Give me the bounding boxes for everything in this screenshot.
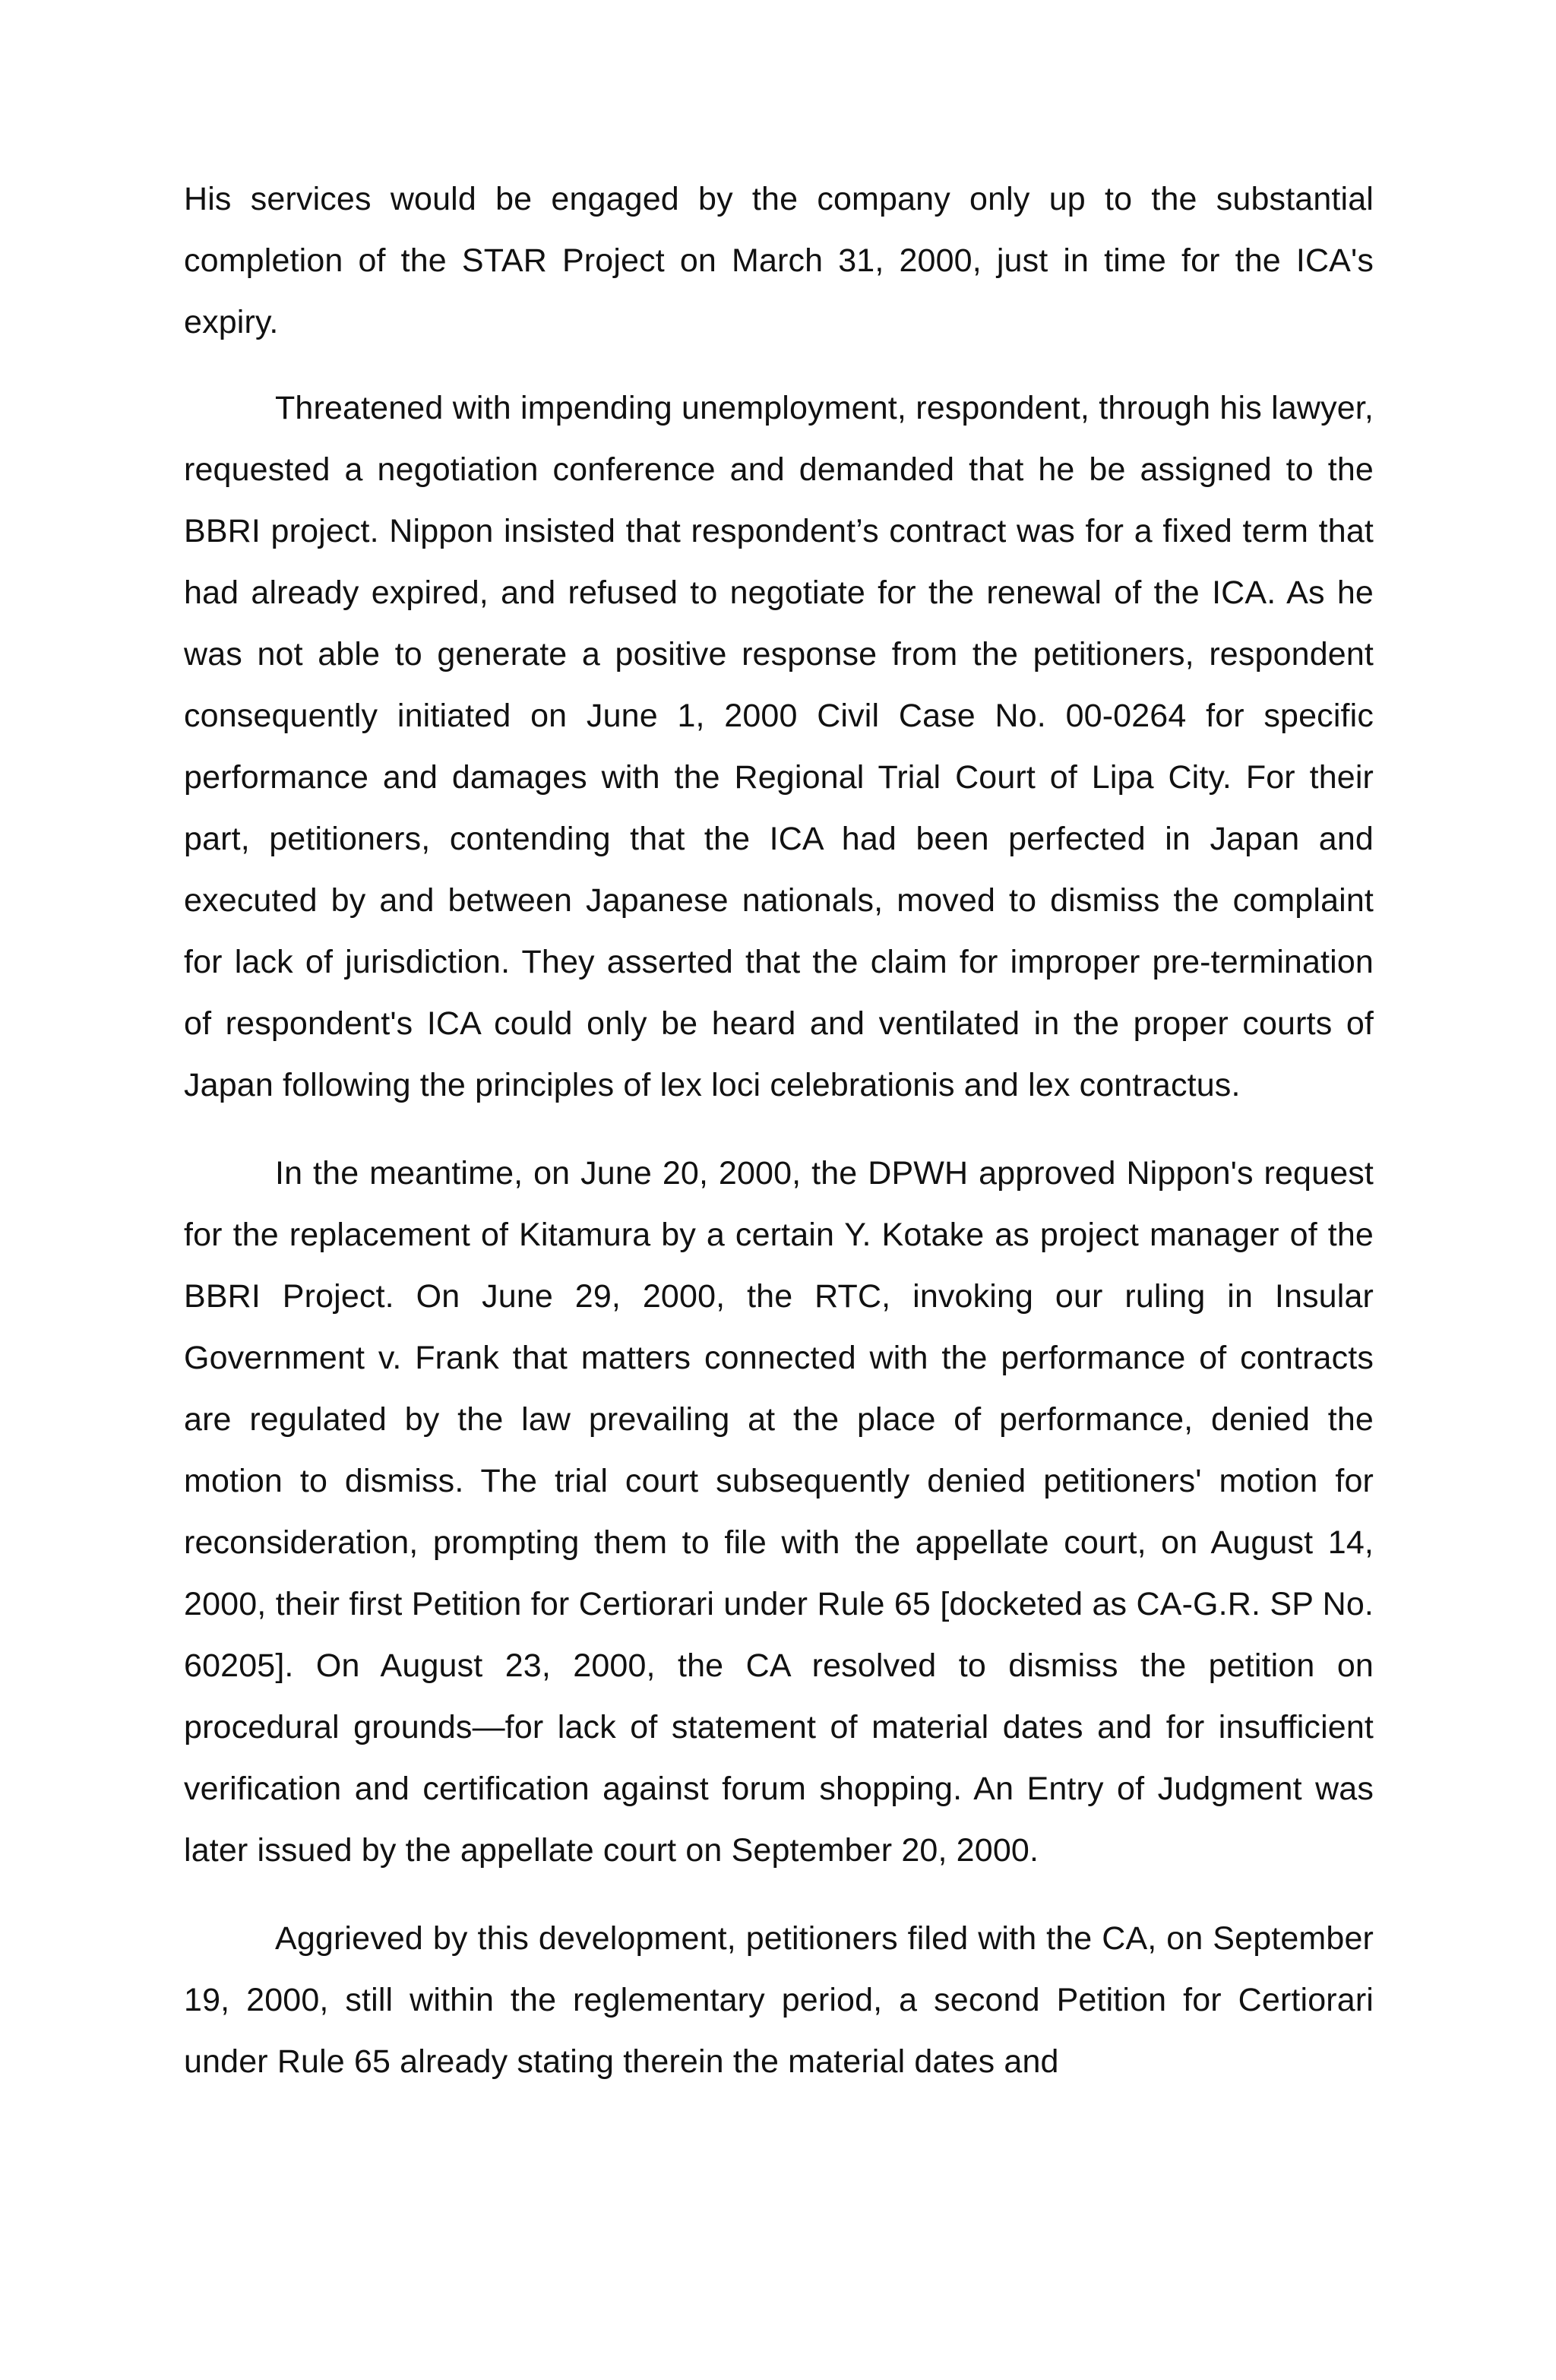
paragraph-meantime: In the meantime, on June 20, 2000, the DPWH approved Nippon's request for the replacement of Kitamura by a certain Y. Kotake as project manager of the BBRI Project. On June 29, 2000, the RTC, invoking our ruling in Insular Government v. Frank that matters connected with the performance of contracts are regulated by the law prevailing at the place of performance, denied the motion to dismiss. The trial court subsequently denied petitioners' motion for reconsideration, prompting them to file with the appellate court, on August 14, 2000, their first Petition for Certiorari under Rule 65 [docketed as CA-G.R. SP No. 60205]. On August 23, 2000, the CA resolved to dismiss the petition on procedural grounds—for lack of statement of material dates and for insufficient verification and certification against forum shopping. An Entry of Judgment was later issued by the appellate court on September 20, 2000.	[184, 1155, 1374, 1869]
paragraph-threatened: Threatened with impending unemployment, respondent, through his lawyer, requested a negotiation conference and demanded that he be assigned to the BBRI project. Nippon insisted that respondent’s contract was for a fixed term that had already expired, and refused to negotiate for the renewal of the ICA. As he was not able to generate a positive response from the petitioners, respondent consequently initiated on June 1, 2000 Civil Case No. 00-0264 for specific performance and damages with the Regional Trial Court of Lipa City. For their part, petitioners, contending that the ICA had been perfected in Japan and executed by and between Japanese nationals, moved to dismiss the complaint for lack of jurisdiction. They asserted that the claim for improper pre-termination of respondent's ICA could only be heard and ventilated in the proper courts of Japan following the principles of lex loci celebrationis and lex contractus.	[184, 390, 1374, 1103]
paragraph-continued: His services would be engaged by the company only up to the substantial completion of the STAR Project on March 31, 2000, just in time for the ICA's expiry.	[184, 181, 1374, 340]
body-text	[184, 169, 1374, 2093]
paragraph-aggrieved: Aggrieved by this development, petitioners filed with the CA, on September 19, 2000, still within the reglementary period, a second Petition for Certiorari under Rule 65 already stating therein the material dates and	[184, 1920, 1374, 2080]
